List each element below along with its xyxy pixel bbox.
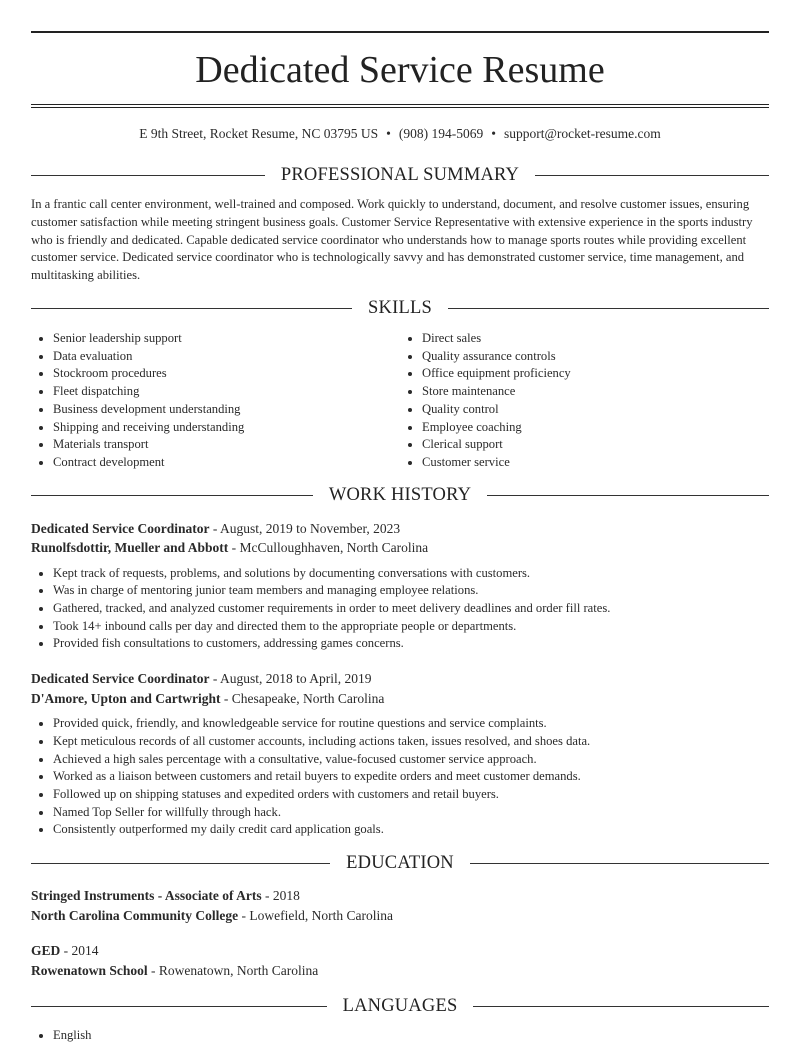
contact-email: support@rocket-resume.com [503, 126, 661, 141]
duty-item: • Named Top Seller for willfully through hack. [53, 804, 769, 822]
skill-item: • Office equipment proficiency [422, 365, 769, 383]
section-title: SKILLS [368, 298, 432, 319]
education-heading [31, 886, 769, 906]
skills-list [31, 330, 769, 472]
section-heading-languages [31, 994, 769, 1018]
skill-item: • Materials transport [53, 436, 400, 454]
heading-rule [31, 175, 265, 176]
job-entry [31, 669, 769, 839]
language-item: • English [53, 1027, 769, 1045]
education-location: - Lowefield, North Carolina [238, 907, 393, 923]
education-degree: GED [31, 943, 61, 959]
duty-item: • Was in charge of mentoring junior team members and managing employee relations. [53, 582, 769, 600]
page-title: Dedicated Service Resume [195, 49, 605, 91]
duty-item: • Consistently outperformed my daily credit card application goals. [53, 821, 769, 839]
job-heading [31, 519, 769, 539]
title-double-rule [31, 104, 769, 108]
skill-item: • Data evaluation [53, 348, 400, 366]
education-year: - 2014 [60, 943, 99, 959]
skill-item: • Employee coaching [422, 419, 769, 437]
job-heading [31, 669, 769, 689]
summary-paragraph: In a frantic call center environment, well-trained and composed. Work quickly to understand, document, and resolve customer issues, ensuring customer satisfaction while meeting stringent business goals. Customer Service Representative with extensive experience in the sports industry who is friendly and dedicated. Capable dedicated service coordinator who understands how to manage sports routes while providing excellent customer service. Dedicated service coordinator who is technologically savvy and has demonstrated customer service, time management, and multitasking abilities. [31, 197, 753, 283]
heading-rule [473, 1006, 769, 1007]
job-employer [31, 689, 769, 709]
skill-item: • Quality assurance controls [422, 348, 769, 366]
section-title: LANGUAGES [342, 995, 458, 1016]
education-entry [31, 886, 769, 925]
duty-item: • Provided fish consultations to customers, addressing games concerns. [53, 635, 769, 653]
education-institution [31, 906, 769, 926]
skill-item: • Shipping and receiving understanding [53, 419, 400, 437]
education-school: North Carolina Community College [31, 907, 239, 923]
skill-item: • Customer service [422, 454, 769, 472]
duty-item: • Took 14+ inbound calls per day and directed them to the appropriate people or departments. [53, 618, 769, 636]
contact-line [31, 125, 769, 143]
skill-item: • Fleet dispatching [53, 383, 400, 401]
education-location: - Rowenatown, North Carolina [147, 962, 319, 978]
education-school: Rowenatown School [31, 962, 148, 978]
duty-item: • Kept meticulous records of all customer accounts, including actions taken, issues resolved, and shoes data. [53, 733, 769, 751]
skill-item: • Contract development [53, 454, 400, 472]
heading-rule [448, 308, 769, 309]
heading-rule [31, 863, 330, 864]
languages-list [31, 1027, 769, 1045]
skill-item: • Business development understanding [53, 401, 400, 419]
skills-column-right [400, 330, 769, 472]
job-dates: - August, 2018 to April, 2019 [209, 671, 372, 687]
education-degree: Stringed Instruments - Associate of Arts [31, 888, 262, 904]
contact-separator: • [491, 126, 496, 141]
job-location: - Chesapeake, North Carolina [220, 690, 385, 706]
job-duties [31, 565, 769, 654]
contact-separator: • [386, 126, 391, 141]
skill-item: • Senior leadership support [53, 330, 400, 348]
heading-rule [470, 863, 769, 864]
skills-column-left [31, 330, 400, 472]
duty-item: • Achieved a high sales percentage with a consultative, value-focused customer service approach. [53, 751, 769, 769]
duty-item: • Followed up on shipping statuses and expedited orders with customers and retail buyers. [53, 786, 769, 804]
job-company: Runolfsdottir, Mueller and Abbott [31, 540, 229, 556]
skill-item: • Stockroom procedures [53, 365, 400, 383]
contact-address: E 9th Street, Rocket Resume, NC 03795 US [139, 126, 379, 141]
heading-rule [31, 495, 313, 496]
job-company: D'Amore, Upton and Cartwright [31, 690, 221, 706]
education-entry [31, 941, 769, 980]
section-title: PROFESSIONAL SUMMARY [280, 164, 520, 185]
skill-item: • Quality control [422, 401, 769, 419]
section-title: EDUCATION [346, 852, 454, 873]
duty-item: • Gathered, tracked, and analyzed customer requirements in order to meet delivery deadlines and order fill rates. [53, 600, 769, 618]
skill-item: • Store maintenance [422, 383, 769, 401]
duty-item: • Kept track of requests, problems, and solutions by documenting conversations with customers. [53, 565, 769, 583]
education-heading [31, 941, 769, 961]
section-title: WORK HISTORY [328, 485, 472, 506]
job-location: - McCulloughhaven, North Carolina [228, 540, 429, 556]
job-title: Dedicated Service Coordinator [31, 671, 210, 687]
section-heading-education [31, 851, 769, 875]
resume-page [31, 31, 769, 1045]
job-employer [31, 538, 769, 558]
heading-rule [31, 1006, 327, 1007]
skill-item: • Clerical support [422, 436, 769, 454]
job-dates: - August, 2019 to November, 2023 [209, 520, 401, 536]
job-duties [31, 715, 769, 839]
job-entry [31, 519, 769, 654]
skill-item: • Direct sales [422, 330, 769, 348]
duty-item: • Provided quick, friendly, and knowledgeable service for routine questions and service complaints. [53, 715, 769, 733]
section-heading-summary [31, 163, 769, 187]
job-title: Dedicated Service Coordinator [31, 520, 210, 536]
heading-rule [31, 308, 352, 309]
section-heading-work-history [31, 484, 769, 508]
heading-rule [487, 495, 769, 496]
top-rule [31, 31, 769, 33]
education-institution [31, 961, 769, 981]
education-year: - 2018 [261, 888, 300, 904]
contact-phone: (908) 194-5069 [398, 126, 484, 141]
section-heading-skills [31, 297, 769, 321]
duty-item: • Worked as a liaison between customers and retail buyers to expedite orders and meet customer demands. [53, 768, 769, 786]
heading-rule [535, 175, 769, 176]
